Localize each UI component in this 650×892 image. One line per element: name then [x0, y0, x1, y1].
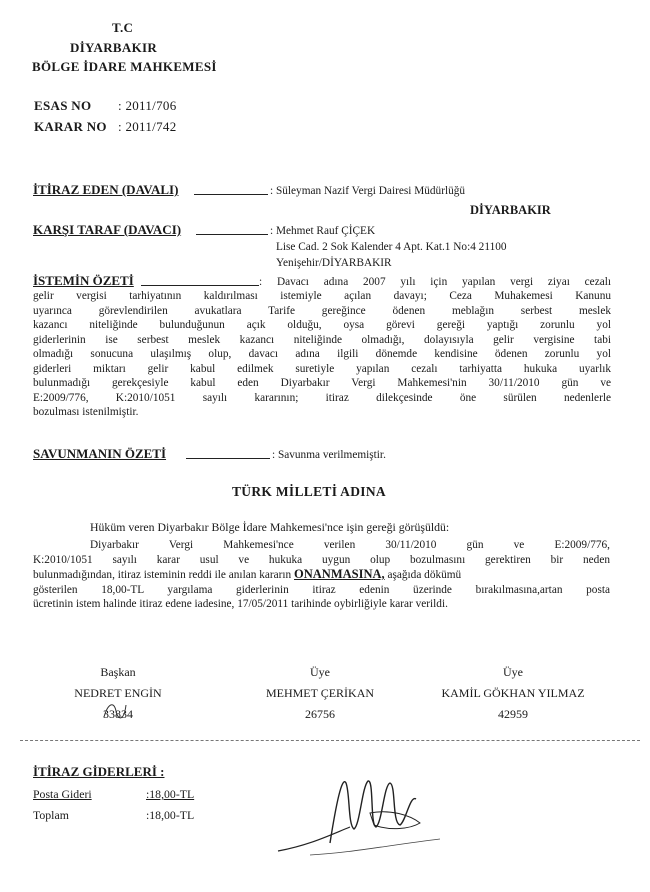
summary-line: kazancı niteliğinde bulunduğunun açık olduğu, oysa görevi gereği yaptığı zorunlu yol	[33, 319, 611, 331]
summary-line: bozulması istenilmiştir.	[33, 406, 139, 418]
judge-uye-2	[418, 662, 608, 725]
cost-label-toplam: Toplam	[33, 808, 69, 822]
cost-label-posta: Posta Gideri	[33, 787, 92, 801]
cost-value-posta: :18,00-TL	[146, 787, 195, 801]
judge-name: KAMİL GÖKHAN YILMAZ	[441, 686, 585, 700]
summary-line: gelir vergisi tarhiyatının kaldırılması istemiyle açılan davayı; Ceza Muhakemesi Kanunu	[33, 290, 611, 302]
savunma-underline	[186, 458, 270, 459]
karar-value: : 2011/742	[118, 119, 177, 134]
verdict-intro: Hüküm veren Diyarbakır Bölge İdare Mahkemesi'nce işin gereği görüşüldü:	[90, 520, 450, 534]
karsi-taraf-address-2: Yenişehir/DİYARBAKIR	[276, 257, 392, 269]
header-city: DİYARBAKIR	[70, 40, 158, 55]
esas-label: ESAS NO	[34, 98, 92, 113]
verdict-line: Diyarbakır Vergi Mahkemesi'nce verilen 30/11/2010 gün ve E:2009/776,	[90, 539, 610, 551]
summary-line: E:2009/776, K:2010/1051 sayılı kararının; itiraz dilekçesinde öne sürülen nedenlerle	[33, 391, 611, 404]
itiraz-underline	[194, 194, 268, 195]
karar-label: KARAR NO	[34, 119, 107, 134]
summary-line: uyarınca görevlendirilen avukatlara Tarife gereğince ödenen meblağın serbest meslek	[33, 304, 611, 317]
judge-registry: 33834	[103, 707, 133, 721]
verdict-after-onama: aşağıda dökümü	[387, 569, 462, 581]
summary-line: : Davacı adına 2007 yılı için yapılan vergi ziyaı cezalı	[259, 276, 611, 288]
karsi-taraf-value: : Mehmet Rauf ÇİÇEK	[270, 225, 376, 237]
itiraz-eden-value: : Süleyman Nazif Vergi Dairesi Müdürlüğü	[270, 185, 466, 197]
judge-uye-1	[250, 662, 390, 725]
verdict-line: bulunmadığından, itiraz isteminin reddi ile anılan kararın	[33, 569, 292, 581]
cost-value-toplam: :18,00-TL	[146, 808, 195, 822]
summary-line: olmadığı sonucuna ulaşılmış olup, davacı adına ilgili dönemde kendisine ödenen zorunlu yol	[33, 348, 611, 360]
verdict-title: TÜRK MİLLETİ ADINA	[232, 484, 386, 499]
verdict-line: K:2010/1051 sayılı karar usul ve hukuka uygun olup bozulmasını gerektiren bir neden	[33, 553, 610, 566]
handwritten-signature-icon	[270, 765, 450, 860]
costs-title: İTİRAZ GİDERLERİ :	[33, 764, 165, 779]
verdict-line: gösterilen 18,00-TL yargılama giderlerinin itiraz edenin üzerinde bırakılmasına,artan posta	[33, 583, 610, 596]
judge-registry: 26756	[305, 707, 335, 721]
judge-registry: 42959	[498, 707, 528, 721]
judge-name: MEHMET ÇERİKAN	[265, 686, 375, 700]
judge-role: Üye	[503, 665, 523, 679]
karsi-underline	[196, 234, 268, 235]
verdict-line-onama	[33, 567, 610, 583]
signature-mark-icon	[100, 695, 130, 725]
summary-line: giderleri miktarı gelir kabul edilmek suretiyle yapılan cezalı tarhiyatta hukuka uyarlık	[33, 362, 611, 375]
judge-role: Başkan	[100, 665, 136, 679]
onanmasina-word: ONANMASINA,	[294, 567, 385, 581]
header-tc: T.C	[112, 20, 134, 35]
verdict-line: ücretinin istem halinde itiraz edene iadesine, 17/05/2011 tarihinde oybirliğiyle karar verildi.	[33, 598, 448, 610]
verdict-body	[33, 538, 610, 612]
karsi-taraf-label: KARŞI TARAF (DAVACI)	[33, 222, 182, 237]
judge-name: NEDRET ENGİN	[74, 686, 162, 700]
istemin-underline	[141, 285, 259, 286]
itiraz-eden-city: DİYARBAKIR	[470, 203, 551, 217]
divider	[20, 740, 640, 741]
karsi-taraf-address-1: Lise Cad. 2 Sok Kalender 4 Apt. Kat.1 No:4 21100	[276, 241, 507, 253]
esas-value: : 2011/706	[118, 98, 177, 113]
summary-body	[33, 289, 611, 420]
savunmanin-ozeti-value: : Savunma verilmemiştir.	[272, 449, 386, 461]
header-court: BÖLGE İDARE MAHKEMESİ	[32, 59, 217, 74]
summary-line: giderlerinin ise serbest meslek kazancı niteliğinde olmadığı, dolayısıyla gelir vergisine tabi	[33, 333, 611, 346]
itiraz-eden-label: İTİRAZ EDEN (DAVALI)	[33, 182, 179, 197]
judge-role: Üye	[310, 665, 330, 679]
summary-line: bulunmadığı gerekçesiyle kabul eden Diyarbakır Vergi Mahkemesi'nin 30/11/2010 gün ve	[33, 377, 611, 389]
savunmanin-ozeti-label: SAVUNMANIN ÖZETİ	[33, 446, 167, 461]
istemin-ozeti-label: İSTEMİN ÖZETİ	[33, 273, 134, 288]
